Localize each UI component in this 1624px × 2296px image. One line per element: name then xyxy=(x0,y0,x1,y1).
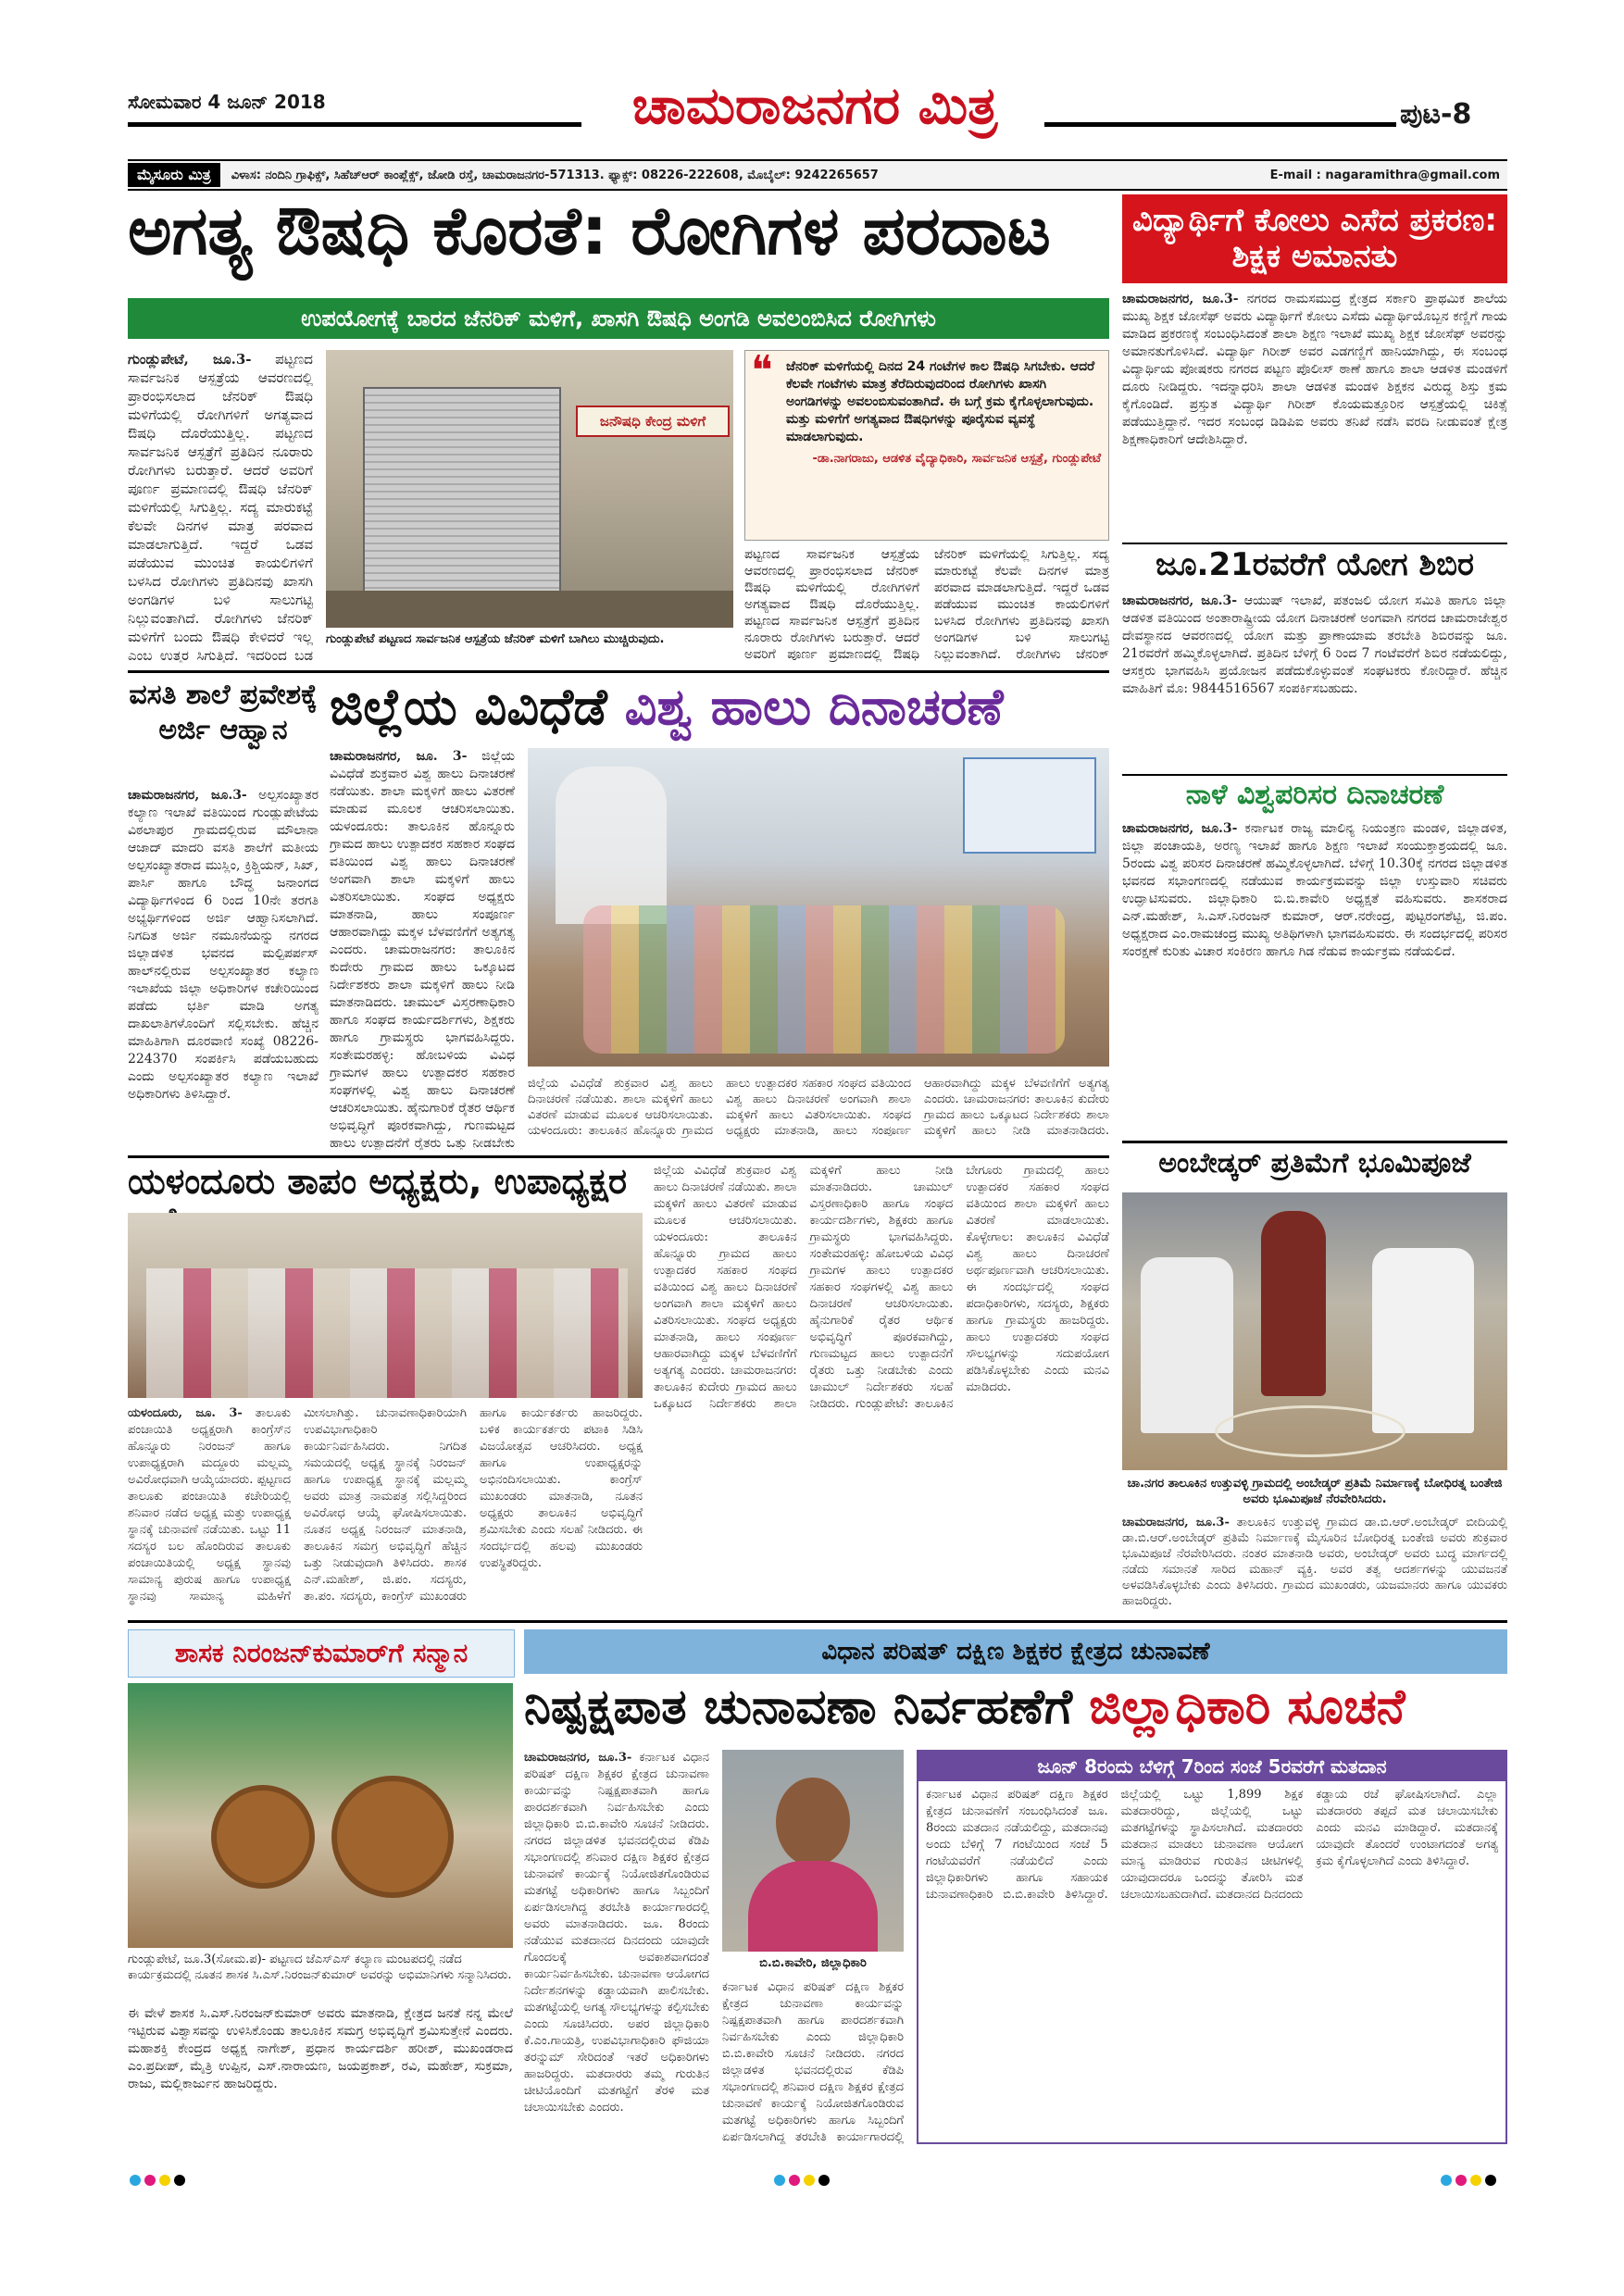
ambedkar-body xyxy=(1122,1515,1507,1613)
hostel-headline xyxy=(128,678,319,748)
environment-rule xyxy=(1122,774,1507,776)
publisher-email: E-mail : nagaramithra@gmail.com xyxy=(1269,168,1500,182)
election-kicker: ವಿಧಾನ ಪರಿಷತ್ ದಕ್ಷಿಣ ಶಿಕ್ಷಕರ ಕ್ಷೇತ್ರದ ಚುನಾವಣೆ xyxy=(821,1637,1210,1666)
teacher-text: ನಗರದ ರಾಮಸಮುದ್ರ ಕ್ಷೇತ್ರದ ಸರ್ಕಾರಿ ಪ್ರಾಥಮಿಕ ಶಾಲೆಯ ಮುಖ್ಯ ಶಿಕ್ಷಕ ಜೋಸೆಫ್ ಅವರು ವಿದ್ಯಾರ್ಥಿಗೆ ಕೋಲು ಎಸೆದು ವಿದ್ಯಾರ್ಥಿಯೊಬ್ಬನ ಕಣ್ಣಿಗೆ ಗಾಯ ಮಾಡಿದ ಪ್ರಕರಣಕ್ಕೆ ಸಂಬಂಧಿಸಿದಂತೆ ಶಾಲಾ ಶಿಕ್ಷಣ ಇಲಾಖೆ ಮುಖ್ಯ ಶಿಕ್ಷಕ ಜೋಸೆಫ್ ಅವರನ್ನು ಅಮಾನತುಗೊಳಿಸಿದೆ. ವಿದ್ಯಾರ್ಥಿ ಗಿರೀಶ್ ಅವರ ಎಡಗಣ್ಣಿಗೆ ಹಾನಿಯಾಗಿದ್ದು, ಈ ಸಂಬಂಧ ವಿದ್ಯಾರ್ಥಿಯ ಪೋಷಕರು ನಗರದ ಪಟ್ಟಣ ಪೊಲೀಸ್ ಠಾಣೆ ಹಾಗೂ ಶಾಲಾ ಆಡಳಿತ ಮಂಡಳಿಗೆ ದೂರು ನೀಡಿದ್ದರು. ಇದನ್ನಾಧರಿಸಿ ಶಾಲಾ ಆಡಳಿತ ಮಂಡಳಿ ಶಿಕ್ಷಕನ ವಿರುದ್ಧ ಶಿಸ್ತು ಕ್ರಮ ಕೈಗೊಂಡಿದೆ. ಪ್ರಸ್ತುತ ವಿದ್ಯಾರ್ಥಿ ಗಿರೀಶ್ ಕೊಯಮತ್ತೂರಿನ ಆಸ್ಪತ್ರೆಯಲ್ಲಿ ಚಿಕಿತ್ಸೆ ಪಡೆಯುತ್ತಿದ್ದಾನೆ. ಇದರ ಸಂಬಂಧ ಡಿಡಿಪಿಐ ಅವರು ತನಿಖೆ ನಡೆಸಿ ವರದಿ ನೀಡುವಂತೆ ಕ್ಷೇತ್ರ ಶಿಕ್ಷಣಾಧಿಕಾರಿಗೆ ಆದೇಶಿಸಿದ್ದಾರೆ. xyxy=(1122,292,1507,447)
lead-subhead-band xyxy=(128,298,1109,339)
election-body-left xyxy=(524,1750,709,2144)
lead-body xyxy=(128,350,313,663)
milk-dateline: ಚಾಮರಾಜನಗರ, ಜೂ. 3- xyxy=(330,749,468,764)
milk-text: ಜಿಲ್ಲೆಯ ವಿವಿಧೆಡೆ ಶುಕ್ರವಾರ ವಿಶ್ವ ಹಾಲು ದಿನಾಚರಣೆ ನಡೆಯಿತು. ಶಾಲಾ ಮಕ್ಕಳಿಗೆ ಹಾಲು ವಿತರಣೆ ಮಾಡುವ ಮೂಲಕ ಆಚರಿಸಲಾಯಿತು. ಯಳಂದೂರು: ತಾಲೂಕಿನ ಹೊನ್ನೂರು ಗ್ರಾಮದ ಹಾಲು ಉತ್ಪಾದಕರ ಸಹಕಾರ ಸಂಘದ ವತಿಯಿಂದ ವಿಶ್ವ ಹಾಲು ದಿನಾಚರಣೆ ಅಂಗವಾಗಿ ಶಾಲಾ ಮಕ್ಕಳಿಗೆ ಹಾಲು ವಿತರಿಸಲಾಯಿತು. ಸಂಘದ ಅಧ್ಯಕ್ಷರು ಮಾತನಾಡಿ, ಹಾಲು ಸಂಪೂರ್ಣ ಆಹಾರವಾಗಿದ್ದು ಮಕ್ಕಳ ಬೆಳವಣಿಗೆಗೆ ಅತ್ಯಗತ್ಯ ಎಂದರು. ಚಾಮರಾಜನಗರ: ತಾಲೂಕಿನ ಕುದೇರು ಗ್ರಾಮದ ಹಾಲು ಒಕ್ಕೂಟದ ನಿರ್ದೇಶಕರು ಶಾಲಾ ಮಕ್ಕಳಿಗೆ ಹಾಲು ನೀಡಿ ಮಾತನಾಡಿದರು. ಚಾಮುಲ್ ವಿಸ್ತರಣಾಧಿಕಾರಿ ಹಾಗೂ ಸಂಘದ ಕಾರ್ಯದರ್ಶಿಗಳು, ಶಿಕ್ಷಕರು ಹಾಗೂ ಗ್ರಾಮಸ್ಥರು ಭಾಗವಹಿಸಿದ್ದರು. ಸಂತೇಮರಹಳ್ಳಿ: ಹೋಬಳಿಯ ವಿವಿಧ ಗ್ರಾಮಗಳ ಹಾಲು ಉತ್ಪಾದಕರ ಸಹಕಾರ ಸಂಘಗಳಲ್ಲಿ ವಿಶ್ವ ಹಾಲು ದಿನಾಚರಣೆ ಆಚರಿಸಲಾಯಿತು. ಹೈನುಗಾರಿಕೆ ರೈತರ ಆರ್ಥಿಕ ಅಭಿವೃದ್ಧಿಗೆ ಪೂರಕವಾಗಿದ್ದು, ಗುಣಮಟ್ಟದ ಹಾಲು ಉತ್ಪಾದನೆಗೆ ರೈತರು ಒತ್ತು ನೀಡಬೇಕು xyxy=(330,749,515,1150)
vote-box-text: ಕರ್ನಾಟಕ ವಿಧಾನ ಪರಿಷತ್ ದಕ್ಷಿಣ ಶಿಕ್ಷಕರ ಕ್ಷೇತ್ರದ ಚುನಾವಣೆಗೆ ಸಂಬಂಧಿಸಿದಂತೆ ಜೂ. 8ರಂದು ಮತದಾನ ನಡೆಯಲಿದ್ದು, ಮತದಾನವು ಅಂದು ಬೆಳಿಗ್ಗೆ 7 ಗಂಟೆಯಿಂದ ಸಂಜೆ 5 ಗಂಟೆಯವರೆಗೆ ನಡೆಯಲಿದೆ ಎಂದು ಜಿಲ್ಲಾಧಿಕಾರಿಗಳು ಹಾಗೂ ಸಹಾಯಕ ಚುನಾವಣಾಧಿಕಾರಿ ಬಿ.ಬಿ.ಕಾವೇರಿ ತಿಳಿಸಿದ್ದಾರೆ. ಜಿಲ್ಲೆಯಲ್ಲಿ ಒಟ್ಟು 1,899 ಶಿಕ್ಷಕ ಮತದಾರರಿದ್ದು, ಜಿಲ್ಲೆಯಲ್ಲಿ ಒಟ್ಟು ಮತಗಟ್ಟೆಗಳನ್ನು ಸ್ಥಾಪಿಸಲಾಗಿದೆ. ಮತದಾರರು ಮತದಾನ ಮಾಡಲು ಚುನಾವಣಾ ಆಯೋಗ ಮಾನ್ಯ ಮಾಡಿರುವ ಗುರುತಿನ ಚೀಟಿಗಳಲ್ಲಿ ಯಾವುದಾದರೂ ಒಂದನ್ನು ತೋರಿಸಿ ಮತ ಚಲಾಯಿಸಬಹುದಾಗಿದೆ. ಮತದಾನದ ದಿನದಂದು ಕಡ್ಡಾಯ ರಜೆ ಘೋಷಿಸಲಾಗಿದೆ. ಎಲ್ಲಾ ಮತದಾರರು ತಪ್ಪದೆ ಮತ ಚಲಾಯಿಸಬೇಕು ಎಂದು ಮನವಿ ಮಾಡಿದ್ದಾರೆ. ಮತದಾನಕ್ಕೆ ಯಾವುದೇ ತೊಂದರೆ ಉಂಟಾಗದಂತೆ ಅಗತ್ಯ ಕ್ರಮ ಕೈಗೊಳ್ಳಲಾಗಿದೆ ಎಂದು ತಿಳಿಸಿದ್ದಾರೆ. xyxy=(926,1788,1498,1902)
yoga-dateline: ಚಾಮರಾಜನಗರ, ಜೂ.3- xyxy=(1122,593,1238,608)
bottom-rule xyxy=(128,1620,1507,1623)
quote-mark-icon: ❝ xyxy=(751,347,773,394)
mla-headline: ಶಾಸಕ ನಿರಂಜನ್‌ಕುಮಾರ್‌ಗೆ ಸನ್ಮಾನ xyxy=(174,1637,468,1668)
hostel-text: ಅಲ್ಪಸಂಖ್ಯಾತರ ಕಲ್ಯಾಣ ಇಲಾಖೆ ವತಿಯಿಂದ ಗುಂಡ್ಲುಪೇಟೆಯ ವಿಠಲಾಪುರ ಗ್ರಾಮದಲ್ಲಿರುವ ಮೌಲಾನಾ ಆಜಾದ್ ಮಾದರಿ ವಸತಿ ಶಾಲೆಗೆ ಮತೀಯ ಅಲ್ಪಸಂಖ್ಯಾತರಾದ ಮುಸ್ಲಿಂ, ಕ್ರಿಶ್ಚಿಯನ್, ಸಿಖ್, ಪಾರ್ಸಿ ಹಾಗೂ ಬೌದ್ಧ ಜನಾಂಗದ ವಿದ್ಯಾರ್ಥಿಗಳಿಂದ 6 ರಿಂದ 10ನೇ ತರಗತಿ ಅಭ್ಯರ್ಥಿಗಳಿಂದ ಅರ್ಜಿ ಆಹ್ವಾನಿಸಲಾಗಿದೆ. ನಿಗದಿತ ಅರ್ಜಿ ನಮೂನೆಯನ್ನು ನಗರದ ಜಿಲ್ಲಾಡಳಿತ ಭವನದ ಮಲ್ಪಿಪರ್ಪಸ್ ಹಾಲ್‌ನಲ್ಲಿರುವ ಅಲ್ಪಸಂಖ್ಯಾತರ ಕಲ್ಯಾಣ ಇಲಾಖೆಯ ಜಿಲ್ಲಾ ಅಧಿಕಾರಿಗಳ ಕಚೇರಿಯಿಂದ ಪಡೆದು ಭರ್ತಿ ಮಾಡಿ ಅಗತ್ಯ ದಾಖಲಾತಿಗಳೊಂದಿಗೆ ಸಲ್ಲಿಸಬೇಕು. ಹೆಚ್ಚಿನ ಮಾಹಿತಿಗಾಗಿ ದೂರವಾಣಿ ಸಂಖ್ಯೆ 08226-224370 ಸಂಪರ್ಕಿಸಿ ಪಡೆಯಬಹುದು ಎಂದು ಅಲ್ಪಸಂಖ್ಯಾತರ ಕಲ್ಯಾಣ ಇಲಾಖೆ ಅಧಿಕಾರಿಗಳು ತಿಳಿಸಿದ್ದಾರೆ. xyxy=(128,788,319,1102)
teacher-dateline: ಚಾಮರಾಜನಗರ, ಜೂ.3- xyxy=(1122,292,1239,306)
mla-text: ಈ ವೇಳೆ ಶಾಸಕ ಸಿ.ಎಸ್.ನಿರಂಜನ್‌ಕುಮಾರ್ ಅವರು ಮಾತನಾಡಿ, ಕ್ಷೇತ್ರದ ಜನತೆ ನನ್ನ ಮೇಲೆ ಇಟ್ಟಿರುವ ವಿಶ್ವಾಸವನ್ನು ಉಳಿಸಿಕೊಂಡು ತಾಲೂಕಿನ ಸಮಗ್ರ ಅಭಿವೃದ್ಧಿಗೆ ಶ್ರಮಿಸುತ್ತೇನೆ ಎಂದರು. ಮಹಾಶಕ್ತಿ ಕೇಂದ್ರದ ಅಧ್ಯಕ್ಷ ನಾಗೇಶ್, ಪ್ರಧಾನ ಕಾರ್ಯದರ್ಶಿ ಹರೀಶ್, ಮುಖಂಡರಾದ ಎಂ.ಪ್ರದೀಪ್, ಮೈತ್ರಿ ಉಪ್ಪಿನ, ಎಸ್.ನಾರಾಯಣ, ಜಯಪ್ರಕಾಶ್, ರವಿ, ಮಹೇಶ್, ಸುಕ್ರಮಾ, ರಾಜು, ಮಲ್ಲಿಕಾರ್ಜುನ ಹಾಜರಿದ್ದರು. xyxy=(128,2006,513,2091)
ambedkar-photo xyxy=(1122,1192,1507,1470)
yelandur-text: ತಾಲೂಕು ಪಂಚಾಯಿತಿ ಅಧ್ಯಕ್ಷರಾಗಿ ಕಾಂಗ್ರೆಸ್‌ನ ಹೊನ್ನೂರು ನಿರಂಜನ್ ಹಾಗೂ ಉಪಾಧ್ಯಕ್ಷರಾಗಿ ಮದ್ದೂರು ಮಲ್ಲಮ್ಮ ಅವಿರೋಧವಾಗಿ ಆಯ್ಕೆಯಾದರು. ಪ್ಪಟ್ಟಣದ ತಾಲೂಕು ಪಂಚಾಯಿತಿ ಕಚೇರಿಯಲ್ಲಿ ಶನಿವಾರ ನಡೆದ ಅಧ್ಯಕ್ಷ ಮತ್ತು ಉಪಾಧ್ಯಕ್ಷ ಸ್ಥಾನಕ್ಕೆ ಚುನಾವಣೆ ನಡೆಯಿತು. ಒಟ್ಟು 11 ಸದಸ್ಯರ ಬಲ ಹೊಂದಿರುವ ತಾಲೂಕು ಪಂಚಾಯಿತಿಯಲ್ಲಿ ಅಧ್ಯಕ್ಷ ಸ್ಥಾನವು ಸಾಮಾನ್ಯ ಪುರುಷ ಹಾಗೂ ಉಪಾಧ್ಯಕ್ಷ ಸ್ಥಾನವು ಸಾಮಾನ್ಯ ಮಹಿಳೆಗೆ ಮೀಸಲಾಗಿತ್ತು. ಚುನಾವಣಾಧಿಕಾರಿಯಾಗಿ ಉಪವಿಭಾಗಾಧಿಕಾರಿ ಕಾರ್ಯನಿರ್ವಹಿಸಿದರು. ನಿಗದಿತ ಸಮಯದಲ್ಲಿ ಅಧ್ಯಕ್ಷ ಸ್ಥಾನಕ್ಕೆ ನಿರಂಜನ್ ಹಾಗೂ ಉಪಾಧ್ಯಕ್ಷ ಸ್ಥಾನಕ್ಕೆ ಮಲ್ಲಮ್ಮ ಅವರು ಮಾತ್ರ ನಾಮಪತ್ರ ಸಲ್ಲಿಸಿದ್ದರಿಂದ ಅವಿರೋಧ ಆಯ್ಕೆ ಘೋಷಿಸಲಾಯಿತು. ನೂತನ ಅಧ್ಯಕ್ಷ ನಿರಂಜನ್ ಮಾತನಾಡಿ, ತಾಲೂಕಿನ ಸಮಗ್ರ ಅಭಿವೃದ್ಧಿಗೆ ಹೆಚ್ಚಿನ ಒತ್ತು ನೀಡುವುದಾಗಿ ತಿಳಿಸಿದರು. ಶಾಸಕ ಎನ್.ಮಹೇಶ್, ಜಿ.ಪಂ. ಸದಸ್ಯರು, ತಾ.ಪಂ. ಸದಸ್ಯರು, ಕಾಂಗ್ರೆಸ್ ಮುಖಂಡರು ಹಾಗೂ ಕಾರ್ಯಕರ್ತರು ಹಾಜರಿದ್ದರು. ಬಳಿಕ ಕಾರ್ಯಕರ್ತರು ಪಟಾಕಿ ಸಿಡಿಸಿ ವಿಜಯೋತ್ಸವ ಆಚರಿಸಿದರು. ಅಧ್ಯಕ್ಷ ಹಾಗೂ ಉಪಾಧ್ಯಕ್ಷರನ್ನು ಅಭಿನಂದಿಸಲಾಯಿತು. ಕಾಂಗ್ರೆಸ್ ಮುಖಂಡರು ಮಾತನಾಡಿ, ನೂತನ ಅಧ್ಯಕ್ಷರು ತಾಲೂಕಿನ ಅಭಿವೃದ್ಧಿಗೆ ಶ್ರಮಿಸಬೇಕು ಎಂದು ಸಲಹೆ ನೀಡಿದರು. ಈ ಸಂದರ್ಭದಲ್ಲಿ ಹಲವು ಮುಖಂಡರು ಉಪಸ್ಥಿತರಿದ್ದರು. xyxy=(128,1406,643,1603)
vote-box-body xyxy=(918,1781,1505,2144)
hostel-headline-text: ವಸತಿ ಶಾಲೆ ಪ್ರವೇಶಕ್ಕೆ ಅರ್ಜಿ ಆಹ್ವಾನ xyxy=(129,679,318,746)
teacher-body xyxy=(1122,291,1507,539)
mla-body xyxy=(128,2005,513,2144)
environment-body xyxy=(1122,820,1507,1135)
lead-text: ಪಟ್ಟಣದ ಸಾರ್ವಜನಿಕ ಆಸ್ಪತ್ರೆಯ ಆವರಣದಲ್ಲಿ ಪ್ರಾರಂಭಿಸಲಾದ ಜೆನರಿಕ್ ಔಷಧಿ ಮಳಿಗೆಯಲ್ಲಿ ರೋಗಿಗಳಿಗೆ ಅಗತ್ಯವಾದ ಔಷಧಿ ದೊರೆಯುತ್ತಿಲ್ಲ. ಪಟ್ಟಣದ ಸಾರ್ವಜನಿಕ ಆಸ್ಪತ್ರೆಗೆ ಪ್ರತಿದಿನ ನೂರಾರು ರೋಗಿಗಳು ಬರುತ್ತಾರೆ. ಆದರೆ ಅವರಿಗೆ ಪೂರ್ಣ ಪ್ರಮಾಣದಲ್ಲಿ ಔಷಧಿ ಜೆನರಿಕ್ ಮಳಿಗೆಯಲ್ಲಿ ಸಿಗುತ್ತಿಲ್ಲ. ಸದ್ಯ ಮಾರುಕಟ್ಟೆ ಕೆಲವೇ ದಿನಗಳ ಮಾತ್ರ ಪರವಾದ ಮಾಡಲಾಗುತ್ತಿದೆ. ಇದ್ದರೆ ಒಡವ ಪಡೆಯುವ ಮುಂಚಿತ ಕಾಯಲಿಗಳಿಗೆ ಬಳಸಿದ ರೋಗಿಗಳು ಪ್ರತಿದಿನವು ಖಾಸಗಿ ಅಂಗಡಿಗಳ ಬಳಿ ಸಾಲುಗಟ್ಟಿ ನಿಲ್ಲುವಂತಾಗಿದೆ. ರೋಗಿಗಳು ಜೆನರಿಕ್ ಮಳಿಗೆಗೆ ಬಂದು ಔಷಧಿ ಕೇಳಿದರೆ ಇಲ್ಲ ಎಂಬ ಉತ್ತರ ಸಿಗುತ್ತಿದೆ. ಇದರಿಂದ ಬಡ xyxy=(128,351,313,663)
ambedkar-photo-caption: ಚಾ.ನಗರ ತಾಲೂಕಿನ ಉತ್ತುವಳ್ಳಿ ಗ್ರಾಮದಲ್ಲಿ ಅಂಬೇಡ್ಕರ್ ಪ್ರತಿಮೆ ನಿರ್ಮಾಣಕ್ಕೆ ಬೋಧಿರತ್ನ ಬಂತೇಜಿ ಅವರು ಭೂಮಿಪೂಜೆ ನೆರವೇರಿಸಿದರು. xyxy=(1127,1477,1503,1506)
election-dateline: ಚಾಮರಾಜನಗರ, ಜೂ.3- xyxy=(524,1751,632,1765)
election-headline-highlight: ಜಿಲ್ಲಾಧಿಕಾರಿ ಸೂಚನೆ xyxy=(1089,1679,1405,1735)
mla-photo-caption: ಗುಂಡ್ಲುಪೇಟೆ, ಜೂ.3(ಸೋಮ.ಪ)- ಪಟ್ಟಣದ ಜೆಎಸ್ಎಸ್ ಕಲ್ಯಾಣ ಮಂಟಪದಲ್ಲಿ ನಡೆದ ಕಾರ್ಯಕ್ರಮದಲ್ಲಿ ನೂತನ ಶಾಸಕ ಸಿ.ಎಸ್.ನಿರಂಜನ್‌ಕುಮಾರ್ ಅವರನ್ನು ಅಭಿಮಾನಿಗಳು ಸನ್ಮಾನಿಸಿದರು. xyxy=(128,1953,512,1982)
election-body-middle xyxy=(722,1979,904,2144)
environment-text: ಕರ್ನಾಟಕ ರಾಜ್ಯ ಮಾಲಿನ್ಯ ನಿಯಂತ್ರಣ ಮಂಡಳಿ, ಜಿಲ್ಲಾಡಳಿತ, ಜಿಲ್ಲಾ ಪಂಚಾಯತಿ, ಅರಣ್ಯ ಇಲಾಖೆ ಹಾಗೂ ಶಿಕ್ಷಣ ಇಲಾಖೆ ಸಂಯುಕ್ತಾಶ್ರಯದಲ್ಲಿ ಜೂ. 5ರಂದು ವಿಶ್ವ ಪರಿಸರ ದಿನಾಚರಣೆ ಹಮ್ಮಿಕೊಳ್ಳಲಾಗಿದೆ. ಬೆಳಿಗ್ಗೆ 10.30ಕ್ಕೆ ನಗರದ ಜಿಲ್ಲಾಡಳಿತ ಭವನದ ಸಭಾಂಗಣದಲ್ಲಿ ನಡೆಯುವ ಕಾರ್ಯಕ್ರಮವನ್ನು ಜಿಲ್ಲಾ ಉಸ್ತುವಾರಿ ಸಚಿವರು ಉದ್ಘಾಟಿಸುವರು. ಜಿಲ್ಲಾಧಿಕಾರಿ ಬಿ.ಬಿ.ಕಾವೇರಿ ಅಧ್ಯಕ್ಷತೆ ವಹಿಸುವರು. ಶಾಸಕರಾದ ಎನ್.ಮಹೇಶ್, ಸಿ.ಎಸ್.ನಿರಂಜನ್ ಕುಮಾರ್, ಆರ್.ನರೇಂದ್ರ, ಪುಟ್ಟರಂಗಶೆಟ್ಟಿ, ಜಿ.ಪಂ. ಅಧ್ಯಕ್ಷರಾದ ಎಂ.ರಾಮಚಂದ್ರ ಮುಖ್ಯ ಅತಿಥಿಗಳಾಗಿ ಭಾಗವಹಿಸುವರು. ಈ ಸಂದರ್ಭದಲ್ಲಿ ಪರಿಸರ ಸಂರಕ್ಷಣೆ ಕುರಿತು ವಿಚಾರ ಸಂಕಿರಣ ಹಾಗೂ ಗಿಡ ನೆಡುವ ಕಾರ್ಯಕ್ರಮ ನಡೆಯಲಿದೆ. xyxy=(1122,821,1507,959)
masthead-title: ಚಾಮರಾಜನಗರ ಮಿತ್ರ xyxy=(631,76,998,136)
dc-portrait xyxy=(722,1750,904,1952)
lead-continued-text: ಪಟ್ಟಣದ ಸಾರ್ವಜನಿಕ ಆಸ್ಪತ್ರೆಯ ಆವರಣದಲ್ಲಿ ಪ್ರಾರಂಭಿಸಲಾದ ಜೆನರಿಕ್ ಔಷಧಿ ಮಳಿಗೆಯಲ್ಲಿ ರೋಗಿಗಳಿಗೆ ಅಗತ್ಯವಾದ ಔಷಧಿ ದೊರೆಯುತ್ತಿಲ್ಲ. ಪಟ್ಟಣದ ಸಾರ್ವಜನಿಕ ಆಸ್ಪತ್ರೆಗೆ ಪ್ರತಿದಿನ ನೂರಾರು ರೋಗಿಗಳು ಬರುತ್ತಾರೆ. ಆದರೆ ಅವರಿಗೆ ಪೂರ್ಣ ಪ್ರಮಾಣದಲ್ಲಿ ಔಷಧಿ ಜೆನರಿಕ್ ಮಳಿಗೆಯಲ್ಲಿ ಸಿಗುತ್ತಿಲ್ಲ. ಸದ್ಯ ಮಾರುಕಟ್ಟೆ ಕೆಲವೇ ದಿನಗಳ ಮಾತ್ರ ಪರವಾದ ಮಾಡಲಾಗುತ್ತಿದೆ. ಇದ್ದರೆ ಒಡವ ಪಡೆಯುವ ಮುಂಚಿತ ಕಾಯಲಿಗಳಿಗೆ ಬಳಸಿದ ರೋಗಿಗಳು ಪ್ರತಿದಿನವು ಖಾಸಗಿ ಅಂಗಡಿಗಳ ಬಳಿ ಸಾಲುಗಟ್ಟಿ ನಿಲ್ಲುವಂತಾಗಿದೆ. ರೋಗಿಗಳು ಜೆನರಿಕ್ xyxy=(744,547,1109,662)
yoga-headline xyxy=(1122,548,1507,582)
pharmacy-photo-caption: ಗುಂಡ್ಲುಪೇಟೆ ಪಟ್ಟಣದ ಸಾರ್ವಜನಿಕ ಆಸ್ಪತ್ರೆಯ ಜೆನರಿಕ್ ಮಳಿಗೆ ಬಾಗಿಲು ಮುಚ್ಚಿರುವುದು. xyxy=(326,632,665,646)
yelandur-rule xyxy=(128,1155,1109,1158)
page-number: ಪುಟ-8 xyxy=(1400,98,1472,131)
lead-quote: ಜೆನರಿಕ್ ಮಳಿಗೆಯಲ್ಲಿ ದಿನದ 24 ಗಂಟೆಗಳ ಕಾಲ ಔಷಧಿ ಸಿಗಬೇಕು. ಆದರೆ ಕೆಲವೇ ಗಂಟೆಗಳು ಮಾತ್ರ ತೆರೆದಿರುವುದರಿಂದ ರೋಗಿಗಳು ಖಾಸಗಿ ಅಂಗಡಿಗಳನ್ನು ಅವಲಂಬಿಸುವಂತಾಗಿದೆ. ಈ ಬಗ್ಗೆ ಕ್ರಮ ಕೈಗೊಳ್ಳಲಾಗುವುದು. ಮತ್ತು ಮಳಿಗೆಗೆ ಅಗತ್ಯವಾದ ಔಷಧಿಗಳನ್ನು ಪೂರೈಸುವ ವ್ಯವಸ್ಥೆ ಮಾಡಲಾಗುವುದು. xyxy=(786,359,1095,444)
ambedkar-headline xyxy=(1122,1148,1507,1179)
lead-quote-author: -ಡಾ.ನಾಗರಾಜು, ಆಡಳಿತ ವೈದ್ಯಾಧಿಕಾರಿ, ಸಾರ್ವಜನಿಕ ಆಸ್ಪತ್ರೆ, ಗುಂಡ್ಲುಪೇಟೆ xyxy=(812,452,1101,466)
ambedkar-dateline: ಚಾಮರಾಜನಗರ, ಜೂ.3- xyxy=(1122,1516,1230,1529)
election-headline xyxy=(524,1681,1507,1734)
milk-headline-prefix: ಜಿಲ್ಲೆಯ ವಿವಿಧೆಡೆ xyxy=(330,678,607,736)
teacher-headline: ವಿದ್ಯಾರ್ಥಿಗೆ ಕೋಲು ಎಸೆದ ಪ್ರಕರಣ: ಶಿಕ್ಷಕ ಅಮಾನತು xyxy=(1132,201,1497,275)
masthead-date: ಸೋಮವಾರ 4 ಜೂನ್ 2018 xyxy=(128,91,326,113)
election-headline-line xyxy=(524,1681,1507,1734)
milk-tail-text: ಜಿಲ್ಲೆಯ ವಿವಿಧೆಡೆ ಶುಕ್ರವಾರ ವಿಶ್ವ ಹಾಲು ದಿನಾಚರಣೆ ನಡೆಯಿತು. ಶಾಲಾ ಮಕ್ಕಳಿಗೆ ಹಾಲು ವಿತರಣೆ ಮಾಡುವ ಮೂಲಕ ಆಚರಿಸಲಾಯಿತು. ಯಳಂದೂರು: ತಾಲೂಕಿನ ಹೊನ್ನೂರು ಗ್ರಾಮದ ಹಾಲು ಉತ್ಪಾದಕರ ಸಹಕಾರ ಸಂಘದ ವತಿಯಿಂದ ವಿಶ್ವ ಹಾಲು ದಿನಾಚರಣೆ ಅಂಗವಾಗಿ ಶಾಲಾ ಮಕ್ಕಳಿಗೆ ಹಾಲು ವಿತರಿಸಲಾಯಿತು. ಸಂಘದ ಅಧ್ಯಕ್ಷರು ಮಾತನಾಡಿ, ಹಾಲು ಸಂಪೂರ್ಣ ಆಹಾರವಾಗಿದ್ದು ಮಕ್ಕಳ ಬೆಳವಣಿಗೆಗೆ ಅತ್ಯಗತ್ಯ ಎಂದರು. ಚಾಮರಾಜನಗರ: ತಾಲೂಕಿನ ಕುದೇರು ಗ್ರಾಮದ ಹಾಲು ಒಕ್ಕೂಟದ ನಿರ್ದೇಶಕರು ಶಾಲಾ ಮಕ್ಕಳಿಗೆ ಹಾಲು ನೀಡಿ ಮಾತನಾಡಿದರು. ಚಾಮುಲ್ ವಿಸ್ತರಣಾಧಿಕಾರಿ ಹಾಗೂ ಸಂಘದ ಕಾರ್ಯದರ್ಶಿಗಳು, ಶಿಕ್ಷಕರು ಹಾಗೂ ಗ್ರಾಮಸ್ಥರು ಭಾಗವಹಿಸಿದ್ದರು. ಸಂತೇಮರಹಳ್ಳಿ: ಹೋಬಳಿಯ ವಿವಿಧ ಗ್ರಾಮಗಳ ಹಾಲು ಉತ್ಪಾದಕರ ಸಹಕಾರ ಸಂಘಗಳಲ್ಲಿ ವಿಶ್ವ ಹಾಲು ದಿನಾಚರಣೆ ಆಚರಿಸಲಾಯಿತು. ಹೈನುಗಾರಿಕೆ ರೈತರ ಆರ್ಥಿಕ ಅಭಿವೃದ್ಧಿಗೆ ಪೂರಕವಾಗಿದ್ದು, ಗುಣಮಟ್ಟದ ಹಾಲು ಉತ್ಪಾದನೆಗೆ ರೈತರು ಒತ್ತು ನೀಡಬೇಕು ಎಂದು ಚಾಮುಲ್ ನಿರ್ದೇಶಕರು ಸಲಹೆ ನೀಡಿದರು. ಗುಂಡ್ಲುಪೇಟೆ: ತಾಲೂಕಿನ ಬೇಗೂರು ಗ್ರಾಮದಲ್ಲಿ ಹಾಲು ಉತ್ಪಾದಕರ ಸಹಕಾರ ಸಂಘದ ವತಿಯಿಂದ ಶಾಲಾ ಮಕ್ಕಳಿಗೆ ಹಾಲು ವಿತರಣೆ ಮಾಡಲಾಯಿತು. ಕೊಳ್ಳೇಗಾಲ: ತಾಲೂಕಿನ ವಿವಿಧೆಡೆ ವಿಶ್ವ ಹಾಲು ದಿನಾಚರಣೆ ಅರ್ಥಪೂರ್ಣವಾಗಿ ಆಚರಿಸಲಾಯಿತು. ಈ ಸಂದರ್ಭದಲ್ಲಿ ಸಂಘದ ಪದಾಧಿಕಾರಿಗಳು, ಸದಸ್ಯರು, ಶಿಕ್ಷಕರು ಹಾಗೂ ಗ್ರಾಮಸ್ಥರು ಹಾಜರಿದ್ದರು. ಹಾಲು ಉತ್ಪಾದಕರು ಸಂಘದ ಸೌಲಭ್ಯಗಳನ್ನು ಸದುಪಯೋಗ ಪಡಿಸಿಕೊಳ್ಳಬೇಕು ಎಂದು ಮನವಿ ಮಾಡಿದರು. xyxy=(654,1164,1109,1411)
yelandur-body xyxy=(128,1405,643,1613)
mla-headline-band xyxy=(128,1629,515,1678)
mla-photo xyxy=(128,1683,513,1948)
vote-box-title: ಜೂನ್ 8ರಂದು ಬೆಳಿಗ್ಗೆ 7ರಿಂದ ಸಂಜೆ 5ರವರೆಗೆ ಮತದಾನ xyxy=(1037,1754,1387,1778)
milk-body-left xyxy=(330,748,515,1150)
election-continued-text: ಕರ್ನಾಟಕ ವಿಧಾನ ಪರಿಷತ್ ದಕ್ಷಿಣ ಶಿಕ್ಷಕರ ಕ್ಷೇತ್ರದ ಚುನಾವಣಾ ಕಾರ್ಯವನ್ನು ನಿಷ್ಪಕ್ಷಪಾತವಾಗಿ ಹಾಗೂ ಪಾರದರ್ಶಕವಾಗಿ ನಿರ್ವಹಿಸಬೇಕು ಎಂದು ಜಿಲ್ಲಾಧಿಕಾರಿ ಬಿ.ಬಿ.ಕಾವೇರಿ ಸೂಚನೆ ನೀಡಿದರು. ನಗರದ ಜಿಲ್ಲಾಡಳಿತ ಭವನದಲ್ಲಿರುವ ಕೆಡಿಪಿ ಸಭಾಂಗಣದಲ್ಲಿ ಶನಿವಾರ ದಕ್ಷಿಣ ಶಿಕ್ಷಕರ ಕ್ಷೇತ್ರದ ಚುನಾವಣೆ ಕಾರ್ಯಕ್ಕೆ ನಿಯೋಜಿತಗೊಂಡಿರುವ ಮತಗಟ್ಟೆ ಅಧಿಕಾರಿಗಳು ಹಾಗೂ ಸಿಬ್ಬಂದಿಗೆ ಏರ್ಪಡಿಸಲಾಗಿದ್ದ ತರಬೇತಿ ಕಾರ್ಯಾಗಾರದಲ್ಲಿ xyxy=(722,1980,904,2144)
election-kicker-band xyxy=(524,1629,1507,1674)
registration-dots-left xyxy=(130,2172,189,2190)
yelandur-headline-text: ಯಳಂದೂರು ತಾಪಂ ಅಧ್ಯಕ್ಷರು, ಉಪಾಧ್ಯಕ್ಷರ xyxy=(128,1161,628,1202)
milk-headline-line xyxy=(330,680,1109,734)
hostel-rule xyxy=(128,670,1109,673)
masthead-rule-right xyxy=(1044,122,1396,127)
lead-headline xyxy=(128,194,1109,268)
lead-body-continued xyxy=(744,546,1109,665)
milk-headline xyxy=(330,680,1109,734)
vote-box-title-band xyxy=(918,1752,1505,1781)
milk-headline-highlight: ವಿಶ್ವ ಹಾಲು ದಿನಾಚರಣೆ xyxy=(624,678,1004,736)
registration-dots-center xyxy=(774,2172,833,2190)
ambedkar-headline-text: ಅಂಬೇಡ್ಕರ್ ಪ್ರತಿಮೆಗೆ ಭೂಮಿಪೂಜೆ xyxy=(1158,1147,1471,1179)
milk-continued-text: ಜಿಲ್ಲೆಯ ವಿವಿಧೆಡೆ ಶುಕ್ರವಾರ ವಿಶ್ವ ಹಾಲು ದಿನಾಚರಣೆ ನಡೆಯಿತು. ಶಾಲಾ ಮಕ್ಕಳಿಗೆ ಹಾಲು ವಿತರಣೆ ಮಾಡುವ ಮೂಲಕ ಆಚರಿಸಲಾಯಿತು. ಯಳಂದೂರು: ತಾಲೂಕಿನ ಹೊನ್ನೂರು ಗ್ರಾಮದ ಹಾಲು ಉತ್ಪಾದಕರ ಸಹಕಾರ ಸಂಘದ ವತಿಯಿಂದ ವಿಶ್ವ ಹಾಲು ದಿನಾಚರಣೆ ಅಂಗವಾಗಿ ಶಾಲಾ ಮಕ್ಕಳಿಗೆ ಹಾಲು ವಿತರಿಸಲಾಯಿತು. ಸಂಘದ ಅಧ್ಯಕ್ಷರು ಮಾತನಾಡಿ, ಹಾಲು ಸಂಪೂರ್ಣ ಆಹಾರವಾಗಿದ್ದು ಮಕ್ಕಳ ಬೆಳವಣಿಗೆಗೆ ಅತ್ಯಗತ್ಯ ಎಂದರು. ಚಾಮರಾಜನಗರ: ತಾಲೂಕಿನ ಕುದೇರು ಗ್ರಾಮದ ಹಾಲು ಒಕ್ಕೂಟದ ನಿರ್ದೇಶಕರು ಶಾಲಾ ಮಕ್ಕಳಿಗೆ ಹಾಲು ನೀಡಿ ಮಾತನಾಡಿದರು. xyxy=(528,1077,1109,1138)
ambedkar-rule xyxy=(1122,1141,1507,1143)
shop-sign: ಜನೌಷಧಿ ಕೇಂದ್ರ ಮಳಿಗೆ xyxy=(576,406,730,437)
vote-box xyxy=(917,1750,1507,2144)
environment-headline-text: ನಾಳೆ ವಿಶ್ವಪರಿಸರ ದಿನಾಚರಣೆ xyxy=(1185,779,1444,811)
pharmacy-photo xyxy=(326,350,733,628)
registration-dots-right xyxy=(1441,2172,1500,2190)
hostel-body xyxy=(128,787,319,1150)
milk-day-photo xyxy=(528,748,1109,1067)
hostel-dateline: ಚಾಮರಾಜನಗರ, ಜೂ.3- xyxy=(128,788,247,803)
yelandur-photo xyxy=(128,1213,643,1398)
teacher-headline-box xyxy=(1122,194,1507,283)
environment-dateline: ಚಾಮರಾಜನಗರ, ಜೂ.3- xyxy=(1122,821,1238,836)
lead-headline-text: ಅಗತ್ಯ ಔಷಧಿ ಕೊರತೆ: ರೋಗಿಗಳ ಪರದಾಟ xyxy=(128,192,1051,269)
milk-body-right xyxy=(528,1076,1109,1150)
edition-badge: ಮೈಸೂರು ಮಿತ್ರ xyxy=(128,163,220,187)
yoga-text: ಆಯುಷ್ ಇಲಾಖೆ, ಪತಂಜಲಿ ಯೋಗ ಸಮಿತಿ ಹಾಗೂ ಜಿಲ್ಲಾ ಆಡಳಿತ ವತಿಯಿಂದ ಅಂತಾರಾಷ್ಟ್ರೀಯ ಯೋಗ ದಿನಾಚರಣೆ ಅಂಗವಾಗಿ ನಗರದ ಚಾಮರಾಜೇಶ್ವರ ದೇವಸ್ಥಾನದ ಆವರಣದಲ್ಲಿ ಯೋಗ ಮತ್ತು ಪ್ರಾಣಾಯಾಮ ತರಬೇತಿ ಶಿಬಿರವನ್ನು ಜೂ. 21ರವರೆಗೆ ಹಮ್ಮಿಕೊಳ್ಳಲಾಗಿದೆ. ಪ್ರತಿದಿನ ಬೆಳಿಗ್ಗೆ 6 ರಿಂದ 7 ಗಂಟೆವರೆಗೆ ಶಿಬಿರ ನಡೆಯಲಿದ್ದು, ಆಸಕ್ತರು ಭಾಗವಹಿಸಿ ಪ್ರಯೋಜನ ಪಡೆದುಕೊಳ್ಳುವಂತೆ ಸಂಘಟಕರು ಕೋರಿದ್ದಾರೆ. ಹೆಚ್ಚಿನ ಮಾಹಿತಿಗೆ ಮೊ: 9844516567 ಸಂಪರ್ಕಿಸಬಹುದು. xyxy=(1122,593,1507,696)
election-text: ಕರ್ನಾಟಕ ವಿಧಾನ ಪರಿಷತ್ ದಕ್ಷಿಣ ಶಿಕ್ಷಕರ ಕ್ಷೇತ್ರದ ಚುನಾವಣಾ ಕಾರ್ಯವನ್ನು ನಿಷ್ಪಕ್ಷಪಾತವಾಗಿ ಹಾಗೂ ಪಾರದರ್ಶಕವಾಗಿ ನಿರ್ವಹಿಸಬೇಕು ಎಂದು ಜಿಲ್ಲಾಧಿಕಾರಿ ಬಿ.ಬಿ.ಕಾವೇರಿ ಸೂಚನೆ ನೀಡಿದರು. ನಗರದ ಜಿಲ್ಲಾಡಳಿತ ಭವನದಲ್ಲಿರುವ ಕೆಡಿಪಿ ಸಭಾಂಗಣದಲ್ಲಿ ಶನಿವಾರ ದಕ್ಷಿಣ ಶಿಕ್ಷಕರ ಕ್ಷೇತ್ರದ ಚುನಾವಣೆ ಕಾರ್ಯಕ್ಕೆ ನಿಯೋಜಿತಗೊಂಡಿರುವ ಮತಗಟ್ಟೆ ಅಧಿಕಾರಿಗಳು ಹಾಗೂ ಸಿಬ್ಬಂದಿಗೆ ಏರ್ಪಡಿಸಲಾಗಿದ್ದ ತರಬೇತಿ ಕಾರ್ಯಾಗಾರದಲ್ಲಿ ಅವರು ಮಾತನಾಡಿದರು. ಜೂ. 8ರಂದು ನಡೆಯುವ ಮತದಾನದ ದಿನದಂದು ಯಾವುದೇ ಗೊಂದಲಕ್ಕೆ ಅವಕಾಶವಾಗದಂತೆ ಕಾರ್ಯನಿರ್ವಹಿಸಬೇಕು. ಚುನಾವಣಾ ಆಯೋಗದ ನಿರ್ದೇಶನಗಳನ್ನು ಕಡ್ಡಾಯವಾಗಿ ಪಾಲಿಸಬೇಕು. ಮತಗಟ್ಟೆಯಲ್ಲಿ ಅಗತ್ಯ ಸೌಲಭ್ಯಗಳನ್ನು ಕಲ್ಪಿಸಬೇಕು ಎಂದು ಸೂಚಿಸಿದರು. ಅಪರ ಜಿಲ್ಲಾಧಿಕಾರಿ ಕೆ.ಎಂ.ಗಾಯತ್ರಿ, ಉಪವಿಭಾಗಾಧಿಕಾರಿ ಫೌಜಿಯಾ ತರನ್ನುಮ್ ಸೇರಿದಂತೆ ಇತರೆ ಅಧಿಕಾರಿಗಳು ಹಾಜರಿದ್ದರು. ಮತದಾರರು ತಮ್ಮ ಗುರುತಿನ ಚೀಟಿಯೊಂದಿಗೆ ಮತಗಟ್ಟೆಗೆ ತೆರಳಿ ಮತ ಚಲಾಯಿಸಬೇಕು ಎಂದರು. xyxy=(524,1751,709,2115)
yelandur-body-right xyxy=(654,1163,1109,1613)
address-strip xyxy=(128,159,1507,191)
yelandur-dateline: ಯಳಂದೂರು, ಜೂ. 3- xyxy=(128,1406,243,1420)
lead-subhead: ಉಪಯೋಗಕ್ಕೆ ಬಾರದ ಜೆನರಿಕ್ ಮಳಿಗೆ, ಖಾಸಗಿ ಔಷಧಿ ಅಂಗಡಿ ಅವಲಂಬಿಸಿದ ರೋಗಿಗಳು xyxy=(301,306,936,331)
environment-headline xyxy=(1122,780,1507,810)
ambedkar-text: ತಾಲೂಕಿನ ಉತ್ತುವಳ್ಳಿ ಗ್ರಾಮದ ಡಾ.ಬಿ.ಆರ್.ಅಂಬೇಡ್ಕರ್ ಬೀದಿಯಲ್ಲಿ ಡಾ.ಬಿ.ಆರ್.ಅಂಬೇಡ್ಕರ್ ಪ್ರತಿಮೆ ನಿರ್ಮಾಣಕ್ಕೆ ಮೈಸೂರಿನ ಬೋಧಿರತ್ನ ಬಂತೇಜಿ ಅವರು ಶುಕ್ರವಾರ ಭೂಮಿಪೂಜೆ ನೆರವೇರಿಸಿದರು. ನಂತರ ಮಾತನಾಡಿ ಅವರು, ಅಂಬೇಡ್ಕರ್ ಅವರು ಬುದ್ಧ ಮಾರ್ಗದಲ್ಲಿ ನಡೆದು ಸಮಾನತೆ ಸಾರಿದ ಮಹಾನ್ ವ್ಯಕ್ತಿ. ಅವರ ತತ್ವ ಆದರ್ಶಗಳನ್ನು ಯುವಜನತೆ ಅಳವಡಿಸಿಕೊಳ್ಳಬೇಕು ಎಂದು ತಿಳಿಸಿದರು. ಗ್ರಾಮದ ಮುಖಂಡರು, ಯಜಮಾನರು ಹಾಗೂ ಯುವಕರು ಹಾಜರಿದ್ದರು. xyxy=(1122,1516,1507,1608)
election-headline-prefix: ನಿಷ್ಪಕ್ಷಪಾತ ಚುನಾವಣಾ ನಿರ್ವಹಣೆಗೆ xyxy=(524,1679,1073,1735)
yoga-rule xyxy=(1122,543,1507,544)
lead-dateline: ಗುಂಡ್ಲುಪೇಟೆ, ಜೂ.3- xyxy=(128,351,252,368)
masthead-rule-left xyxy=(128,122,581,127)
publisher-address: ವಿಳಾಸ: ನಂದಿನಿ ಗ್ರಾಫಿಕ್ಸ್, ಸಿಹೆಚ್ಆರ್ ಕಾಂಪ್ಲೆಕ್ಸ್, ಜೋಡಿ ರಸ್ತೆ, ಚಾಮರಾಜನಗರ-571313. ಫ್ಯಾಕ್ಸ್: 08226-222608, ಮೊಬೈಲ್: 9242265657 xyxy=(231,168,879,182)
yoga-headline-text: ಜೂ.21ರವರೆಗೆ ಯೋಗ ಶಿಬಿರ xyxy=(1155,546,1474,583)
lead-quote-box xyxy=(744,347,1109,541)
dc-portrait-caption: ಬಿ.ಬಿ.ಕಾವೇರಿ, ಜಿಲ್ಲಾಧಿಕಾರಿ xyxy=(759,1956,867,1970)
yoga-body xyxy=(1122,593,1507,770)
